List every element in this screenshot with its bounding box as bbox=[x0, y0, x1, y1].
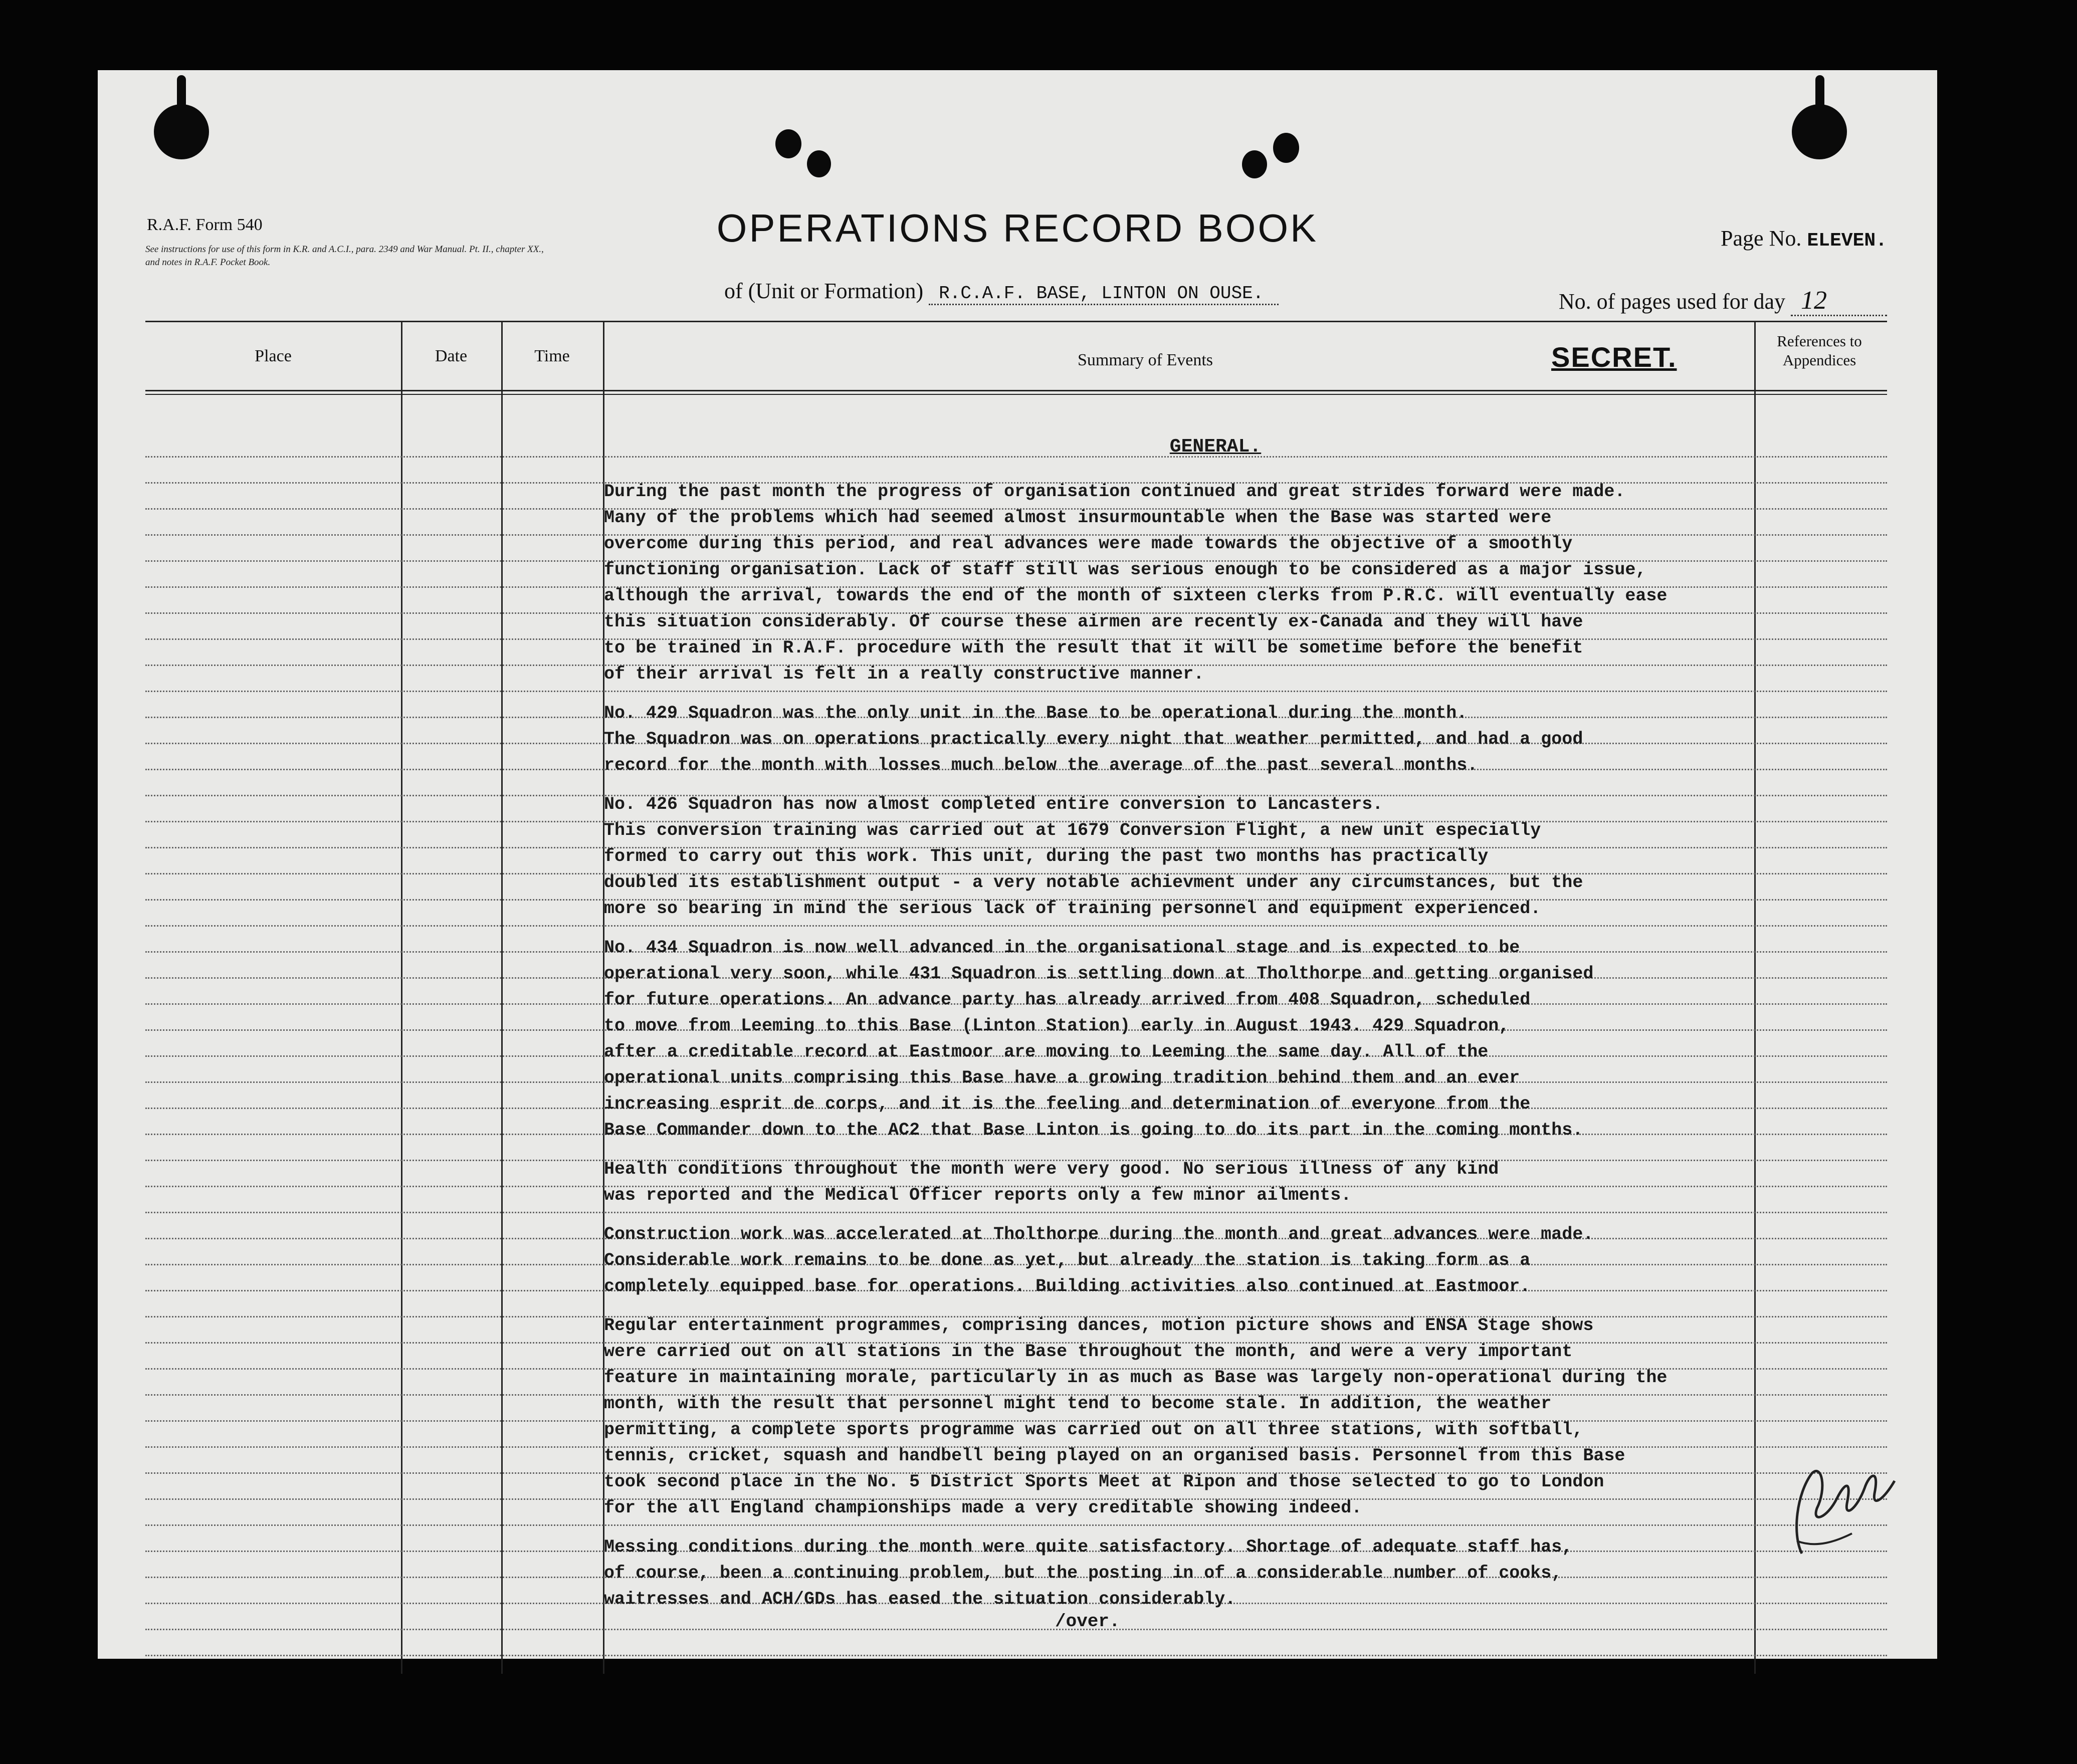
punch-hole-small-4 bbox=[1273, 133, 1299, 163]
column-header-place: Place bbox=[255, 347, 292, 365]
summary-line: more so bearing in mind the serious lack of training personnel and equipment experienced. bbox=[604, 899, 1541, 919]
unit-value: R.C.A.F. BASE, LINTON ON OUSE. bbox=[929, 283, 1279, 305]
signature-initials bbox=[1782, 1433, 1907, 1574]
summary-line: to move from Leeming to this Base (Linton Station) early in August 1943. 429 Squadron, bbox=[604, 1016, 1510, 1036]
ruling-line bbox=[145, 1655, 1887, 1656]
summary-line: increasing esprit de corps, and it is the feeling and determination of everyone from the bbox=[604, 1094, 1531, 1114]
summary-line: doubled its establishment output - a very notable achievment under any circumstances, but the bbox=[604, 872, 1583, 893]
summary-line: Health conditions throughout the month were very good. No serious illness of any kind bbox=[604, 1159, 1499, 1179]
summary-line: operational very soon, while 431 Squadron is settling down at Tholthorpe and getting organised bbox=[604, 964, 1594, 984]
pages-used-field bbox=[1559, 286, 1887, 315]
summary-line: although the arrival, towards the end of the month of sixteen clerks from P.R.C. will eventually ease bbox=[604, 586, 1668, 606]
summary-line: Construction work was accelerated at Tholthorpe during the month and great advances were made. bbox=[604, 1224, 1594, 1244]
summary-line: permitting, a complete sports programme was carried out on all three stations, with softball, bbox=[604, 1420, 1583, 1440]
summary-line: record for the month with losses much below the average of the past several months. bbox=[604, 755, 1478, 775]
summary-paragraph bbox=[604, 935, 1827, 1143]
column-header-references: References to Appendices bbox=[1777, 332, 1862, 369]
section-heading: GENERAL. bbox=[1169, 436, 1262, 458]
summary-line: The Squadron was on operations practically every night that weather permitted, and had a good bbox=[604, 729, 1583, 749]
form-sheet bbox=[98, 70, 1937, 1659]
summary-line: No. 426 Squadron has now almost completed entire conversion to Lancasters. bbox=[604, 794, 1383, 814]
summary-line: for the all England championships made a very creditable showing indeed. bbox=[604, 1498, 1362, 1518]
summary-line: overcome during this period, and real advances were made towards the objective of a smoothly bbox=[604, 534, 1573, 554]
column-header-time: Time bbox=[534, 347, 570, 365]
summary-line: feature in maintaining morale, particularly in as much as Base was largely non-operational during the bbox=[604, 1368, 1668, 1388]
summary-line: This conversion training was carried out at 1679 Conversion Flight, a new unit especially bbox=[604, 820, 1541, 840]
page-number-value: ELEVEN. bbox=[1807, 230, 1887, 252]
summary-line: of course, been a continuing problem, but the posting in of a considerable number of cooks, bbox=[604, 1563, 1562, 1583]
summary-line: Many of the problems which had seemed almost insurmountable when the Base was started were bbox=[604, 508, 1552, 528]
page-number-label: Page No. bbox=[1721, 226, 1802, 251]
unit-label: of (Unit or Formation) bbox=[724, 279, 924, 303]
summary-line: this situation considerably. Of course these airmen are recently ex-Canada and they will have bbox=[604, 612, 1583, 632]
punch-hole-small-2 bbox=[807, 150, 831, 177]
pages-used-label: No. of pages used for day bbox=[1558, 289, 1785, 314]
summary-line: operational units comprising this Base have a growing tradition behind them and an ever bbox=[604, 1068, 1520, 1088]
summary-paragraph bbox=[604, 791, 1827, 922]
summary-line: month, with the result that personnel might tend to become stale. In addition, the weather bbox=[604, 1394, 1552, 1414]
column-header-date: Date bbox=[435, 347, 468, 365]
summary-paragraph bbox=[604, 1312, 1827, 1521]
punch-hole-left-stem bbox=[177, 75, 186, 115]
page-continues-note: /over. bbox=[1055, 1611, 1120, 1632]
summary-line: to be trained in R.A.F. procedure with the result that it will be sometime before the benefit bbox=[604, 638, 1583, 658]
table-top-border bbox=[145, 321, 1887, 322]
table-header-bottom-border-2 bbox=[145, 394, 1887, 395]
summary-line: after a creditable record at Eastmoor are moving to Leeming the same day. All of the bbox=[604, 1042, 1489, 1062]
summary-line: for future operations. An advance party has already arrived from 408 Squadron, scheduled bbox=[604, 990, 1531, 1010]
punch-hole-small-3 bbox=[1242, 150, 1267, 178]
punch-hole-right-stem bbox=[1815, 75, 1824, 115]
summary-paragraph bbox=[604, 1221, 1827, 1299]
pages-used-value: 12 bbox=[1791, 286, 1887, 316]
page-number-field bbox=[1721, 226, 1887, 252]
summary-line: were carried out on all stations in the Base throughout the month, and were a very important bbox=[604, 1342, 1573, 1362]
summary-line: of their arrival is felt in a really constructive manner. bbox=[604, 664, 1204, 684]
form-instructions-note: See instructions for use of this form in K.R. and A.C.I., para. 2349 and War Manual. Pt. II., chapter XX., and notes in R.A.F. Pocket Book. bbox=[145, 244, 544, 268]
summary-line: took second place in the No. 5 District Sports Meet at Ripon and those selected to go to London bbox=[604, 1472, 1604, 1492]
summary-paragraph bbox=[604, 1156, 1827, 1208]
summary-paragraph bbox=[604, 700, 1827, 778]
summary-line: waitresses and ACH/GDs has eased the situation considerably. bbox=[604, 1589, 1236, 1609]
secret-stamp: SECRET. bbox=[1551, 341, 1677, 373]
summary-line: No. 434 Squadron is now well advanced in the organisational stage and is expected to be bbox=[604, 938, 1520, 958]
form-id: R.A.F. Form 540 bbox=[147, 215, 263, 234]
ruling-line bbox=[145, 1629, 1887, 1630]
summary-of-events bbox=[604, 479, 1827, 1625]
summary-line: Considerable work remains to be done as yet, but already the station is taking form as a bbox=[604, 1250, 1531, 1270]
summary-line: Regular entertainment programmes, comprising dances, motion picture shows and ENSA Stage shows bbox=[604, 1315, 1594, 1336]
punch-hole-small-1 bbox=[775, 129, 801, 158]
summary-line: During the past month the progress of organisation continued and great strides forward were made. bbox=[604, 482, 1625, 502]
table-header-bottom-border bbox=[145, 390, 1887, 391]
column-divider-date-time bbox=[501, 321, 503, 1674]
column-divider-place-date bbox=[401, 321, 402, 1674]
summary-paragraph bbox=[604, 1534, 1827, 1612]
unit-field bbox=[724, 278, 1279, 304]
summary-line: Base Commander down to the AC2 that Base Linton is going to do its part in the coming months. bbox=[604, 1120, 1583, 1140]
summary-line: tennis, cricket, squash and handbell being played on an organised basis. Personnel from this Base bbox=[604, 1446, 1625, 1466]
summary-line: completely equipped base for operations. Building activities also continued at Eastmoor. bbox=[604, 1276, 1531, 1296]
summary-line: Messing conditions during the month were quite satisfactory. Shortage of adequate staff has, bbox=[604, 1537, 1573, 1557]
summary-line: formed to carry out this work. This unit, during the past two months has practically bbox=[604, 846, 1489, 866]
column-header-summary: Summary of Events bbox=[1077, 351, 1213, 369]
summary-line: No. 429 Squadron was the only unit in the Base to be operational during the month. bbox=[604, 703, 1468, 723]
summary-paragraph bbox=[604, 479, 1827, 687]
summary-line: was reported and the Medical Officer reports only a few minor ailments. bbox=[604, 1185, 1352, 1205]
page-title: OPERATIONS RECORD BOOK bbox=[716, 206, 1319, 250]
summary-line: functioning organisation. Lack of staff still was serious enough to be considered as a major issue, bbox=[604, 560, 1646, 580]
